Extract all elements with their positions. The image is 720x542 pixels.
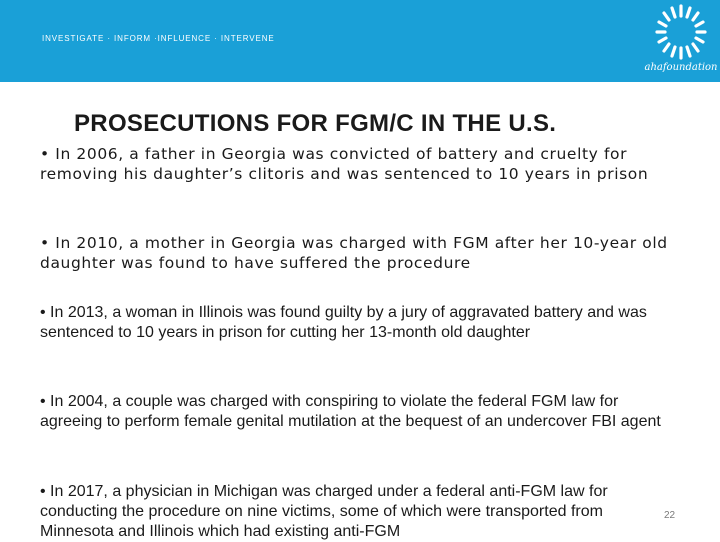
- slide-title: PROSECUTIONS FOR FGM/C IN THE U.S.: [74, 110, 557, 137]
- bullet-item: • In 2013, a woman in Illinois was found guilty by a jury of aggravated battery and was sentenced to 10 years in prison for cutting her 13-month old daughter: [40, 304, 647, 341]
- bullet-item: • In 2004, a couple was charged with conspiring to violate the federal FGM law for agreeing to perform female genital mutilation at the bequest of an undercover FBI agent: [40, 393, 661, 430]
- bullet-item: • In 2010, a mother in Georgia was charged with FGM after her 10-year old daughter was found to have suffered the procedure: [40, 234, 668, 272]
- bullet-item: • In 2017, a physician in Michigan was charged under a federal anti-FGM law for conducting the procedure on nine victims, some of which were transported from Minnesota and Illinois which had existing anti-FGM: [40, 483, 608, 540]
- aha-foundation-logo: [644, 4, 718, 80]
- slide-number: 22: [664, 510, 676, 521]
- header-banner: [0, 0, 720, 82]
- logo-wordmark: ahafoundation: [644, 62, 718, 73]
- tagline: INVESTIGATE · INFORM ·INFLUENCE · INTERVENE: [42, 34, 275, 43]
- bullet-item: • In 2006, a father in Georgia was convicted of battery and cruelty for removing his daughter’s clitoris and was sentenced to 10 years in prison: [40, 145, 649, 183]
- sunburst-logo-icon: [652, 4, 710, 60]
